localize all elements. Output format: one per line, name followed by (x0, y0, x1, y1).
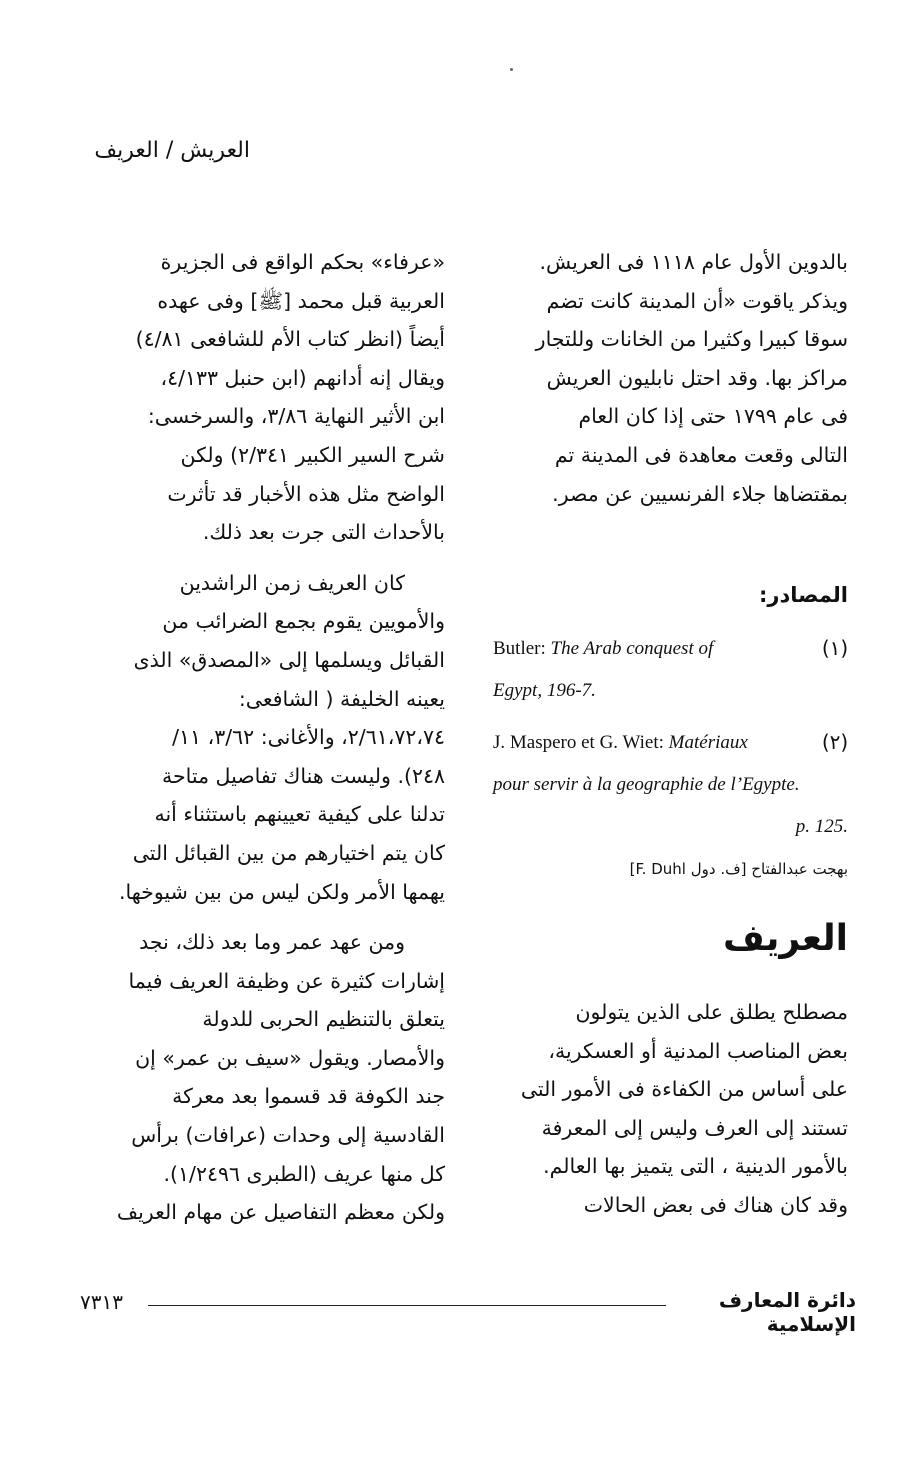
text-line: مراكز بها. وقد احتل نابليون العريش (546, 365, 848, 390)
reference-author: J. Maspero et G. Wiet: (493, 732, 664, 753)
text-line: العربية قبل محمد [ﷺ] وفى عهده (157, 288, 445, 313)
sources-heading: المصادر: (758, 583, 848, 607)
reference-pages: p. 125. (795, 816, 848, 837)
text-line: تدلنا على كيفية تعيينهم باستثناء أنه (154, 802, 445, 827)
text-line: أيضاً (انظر كتاب الأم للشافعى ٤/٨١) (135, 327, 445, 352)
text-line: كان يتم اختيارهم من بين القبائل التى (132, 840, 445, 865)
text-line: يهمها الأمر ولكن ليس من بين شيوخها. (118, 879, 445, 904)
author-credit: بهجت عبدالفتاح [ف. دول F. Duhl] (629, 860, 848, 878)
text-line: ابن الأثير النهاية ٣/٨٦، والسرخسى: (147, 404, 445, 429)
reference-1-line-2 (493, 670, 818, 712)
text-line: على أساس من الكفاءة فى الأمور التى (520, 1077, 848, 1102)
text-line: الواضح مثل هذه الأخبار قد تأثرت (167, 481, 445, 506)
text-line: سوقا كبيرا وكثيرا من الخانات وللتجار (535, 327, 848, 352)
text-line: القادسية إلى وحدات (عرافات) برأس (131, 1123, 445, 1148)
text-line: ٢٤٨). وليست هناك تفاصيل متاحة (161, 763, 445, 788)
text-line: وقد كان هناك فى بعض الحالات (583, 1192, 848, 1217)
running-header: العريش / العريف (94, 138, 250, 163)
text-line: ٢/٦١،٧٢،٧٤، والأغانى: ٣/٦٢، ١١/ (172, 725, 445, 750)
reference-2-line-1 (493, 722, 818, 764)
text-line: جند الكوفة قد قسموا بعد معركة (172, 1084, 445, 1109)
paragraph (80, 564, 445, 911)
paragraph (80, 243, 445, 552)
paragraph (80, 923, 445, 1232)
text-line: بالأمور الدينية ، التى يتميز بها العالم. (543, 1154, 848, 1179)
reference-title: The Arab conquest of (550, 638, 714, 659)
text-line: يتعلق بالتنظيم الحربى للدولة (202, 1007, 445, 1032)
text-line: ويقال إنه أدانهم (ابن حنبل ٤/١٣٣، (160, 365, 445, 390)
text-line: إشارات كثيرة عن وظيفة العريف فيما (128, 968, 445, 993)
text-line: «عرفاء» بحكم الواقع فى الجزيرة (160, 250, 445, 274)
text-line: كان العريف زمن الراشدين (179, 570, 405, 595)
text-line: فى عام ١٧٩٩ حتى إذا كان العام (578, 404, 848, 429)
text-line: مصطلح يطلق على الذين يتولون (575, 1000, 848, 1024)
text-line: والأمويين يقوم بجمع الضرائب من (162, 609, 445, 634)
entry-title: العريف (723, 918, 848, 959)
reference-number: (١) (821, 636, 849, 660)
page-number: ٧٣١٣ (80, 1290, 123, 1314)
reference-1-line-1 (493, 628, 818, 670)
reference-2-line-3 (700, 806, 848, 848)
text-line: القبائل ويسلمها إلى «المصدق» الذى (133, 647, 445, 672)
text-line: ويذكر ياقوت «أن المدينة كانت تضم (546, 288, 848, 313)
right-column-entry (493, 993, 848, 1225)
footer-publication-title: دائرة المعارف الإسلامية (718, 1288, 856, 1336)
reference-continuation: Egypt, 196-7. (493, 680, 596, 701)
text-line: ولكن معظم التفاصيل عن مهام العريف (116, 1200, 445, 1225)
scan-speck (510, 68, 513, 71)
text-line: بالدوين الأول عام ١١١٨ فى العريش. (539, 250, 848, 274)
text-line: بمقتضاها جلاء الفرنسيين عن مصر. (552, 481, 848, 506)
footer-rule (148, 1305, 666, 1306)
reference-continuation: pour servir à la geographie de l’Egypte. (493, 774, 800, 795)
reference-author: Butler: (493, 638, 546, 659)
reference-2-line-2 (493, 764, 848, 806)
text-line: والأمصار. ويقول «سيف بن عمر» إن (135, 1045, 445, 1070)
text-line: كل منها عريف (الطبرى ١/٢٤٩٦). (163, 1161, 445, 1186)
text-line: يعينه الخليفة ( الشافعى: (238, 686, 445, 711)
right-column-intro (493, 243, 848, 513)
reference-number: (٢) (821, 730, 849, 754)
text-line: بالأحداث التى جرت بعد ذلك. (202, 520, 445, 545)
text-line: تستند إلى العرف وليس إلى المعرفة (541, 1115, 848, 1140)
text-line: التالى وقعت معاهدة فى المدينة تم (554, 442, 848, 467)
text-line: بعض المناصب المدنية أو العسكرية، (548, 1038, 848, 1063)
left-column (80, 243, 445, 1232)
text-line: ومن عهد عمر وما بعد ذلك، نجد (139, 930, 405, 955)
text-line: شرح السير الكبير ٢/٣٤١) ولكن (180, 442, 445, 467)
reference-title: Matériaux (668, 732, 748, 753)
